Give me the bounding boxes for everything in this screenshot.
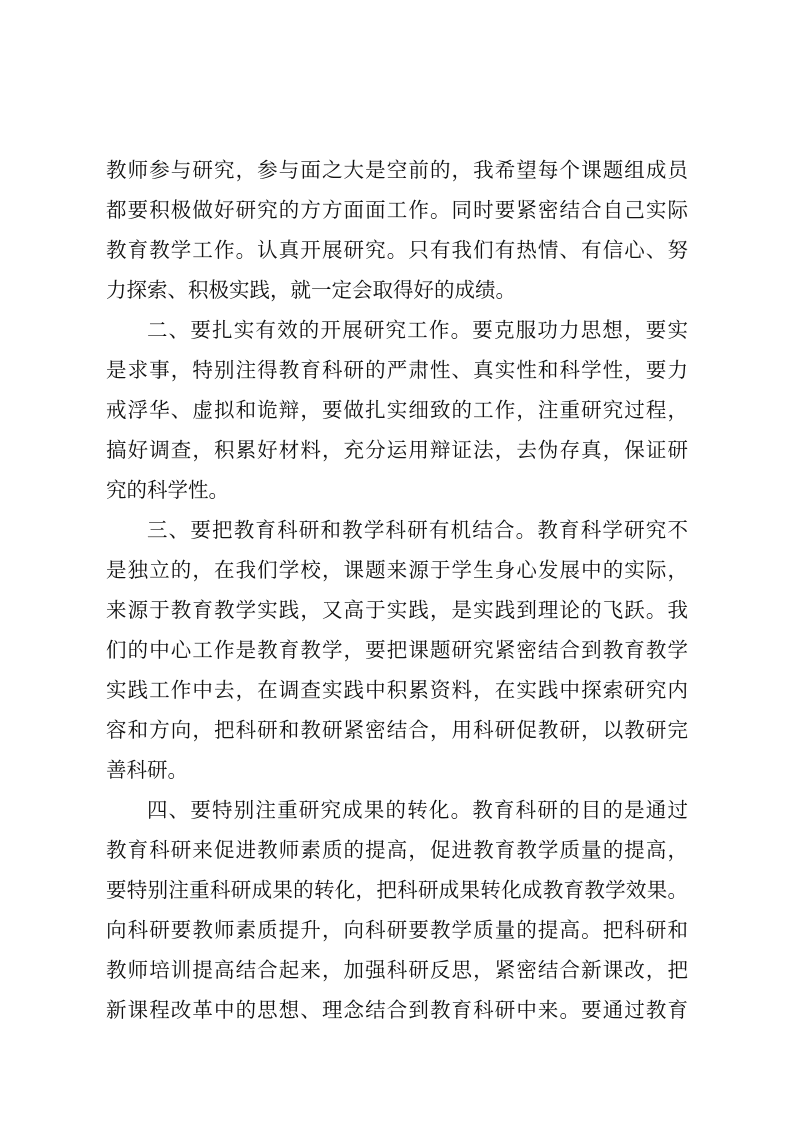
text-line: 教育教学工作。认真开展研究。只有我们有热情、有信心、努	[106, 238, 688, 262]
text-line: 力探索、积极实践，就一定会取得好的成绩。	[106, 278, 516, 302]
text-line: 四、要特别注重研究成果的转化。教育科研的目的是通过	[147, 798, 688, 822]
text-line: 要特别注重科研成果的转化，把科研成果转化成教育教学效果。	[106, 878, 688, 902]
text-line: 二、要扎实有效的开展研究工作。要克服功力思想，要实	[147, 318, 688, 342]
text-line: 向科研要教师素质提升，向科研要教学质量的提高。把科研和	[106, 918, 688, 942]
text-line: 三、要把教育科研和教学科研有机结合。教育科学研究不	[147, 518, 688, 542]
text-line: 搞好调查，积累好材料，充分运用辩证法，去伪存真，保证研	[106, 438, 688, 462]
text-line: 容和方向，把科研和教研紧密结合，用科研促教研，以教研完	[106, 718, 688, 742]
text-line: 教育科研来促进教师素质的提高，促进教育教学质量的提高，	[106, 838, 688, 862]
paragraph-intro-continued	[106, 150, 688, 310]
paragraph-point-four	[106, 790, 688, 1030]
text-line: 教师培训提高结合起来，加强科研反思，紧密结合新课改，把	[106, 958, 688, 982]
text-line: 实践工作中去，在调查实践中积累资料，在实践中探索研究内	[106, 678, 688, 702]
text-line: 们的中心工作是教育教学，要把课题研究紧密结合到教育教学	[106, 638, 688, 662]
text-line: 戒浮华、虚拟和诡辩，要做扎实细致的工作，注重研究过程，	[106, 398, 688, 422]
text-line: 都要积极做好研究的方方面面工作。同时要紧密结合自己实际	[106, 198, 688, 222]
text-line: 是独立的，在我们学校，课题来源于学生身心发展中的实际，	[106, 558, 688, 582]
text-line: 是求事，特别注得教育科研的严肃性、真实性和科学性，要力	[106, 358, 688, 382]
text-line: 新课程改革中的思想、理念结合到教育科研中来。要通过教育	[106, 998, 688, 1022]
document-body	[106, 150, 688, 1030]
text-line: 善科研。	[106, 758, 188, 782]
paragraph-point-two	[106, 310, 688, 510]
text-line: 教师参与研究，参与面之大是空前的，我希望每个课题组成员	[106, 158, 688, 182]
text-line: 来源于教育教学实践，又高于实践，是实践到理论的飞跃。我	[106, 598, 688, 622]
paragraph-point-three	[106, 510, 688, 790]
text-line: 究的科学性。	[106, 478, 229, 502]
